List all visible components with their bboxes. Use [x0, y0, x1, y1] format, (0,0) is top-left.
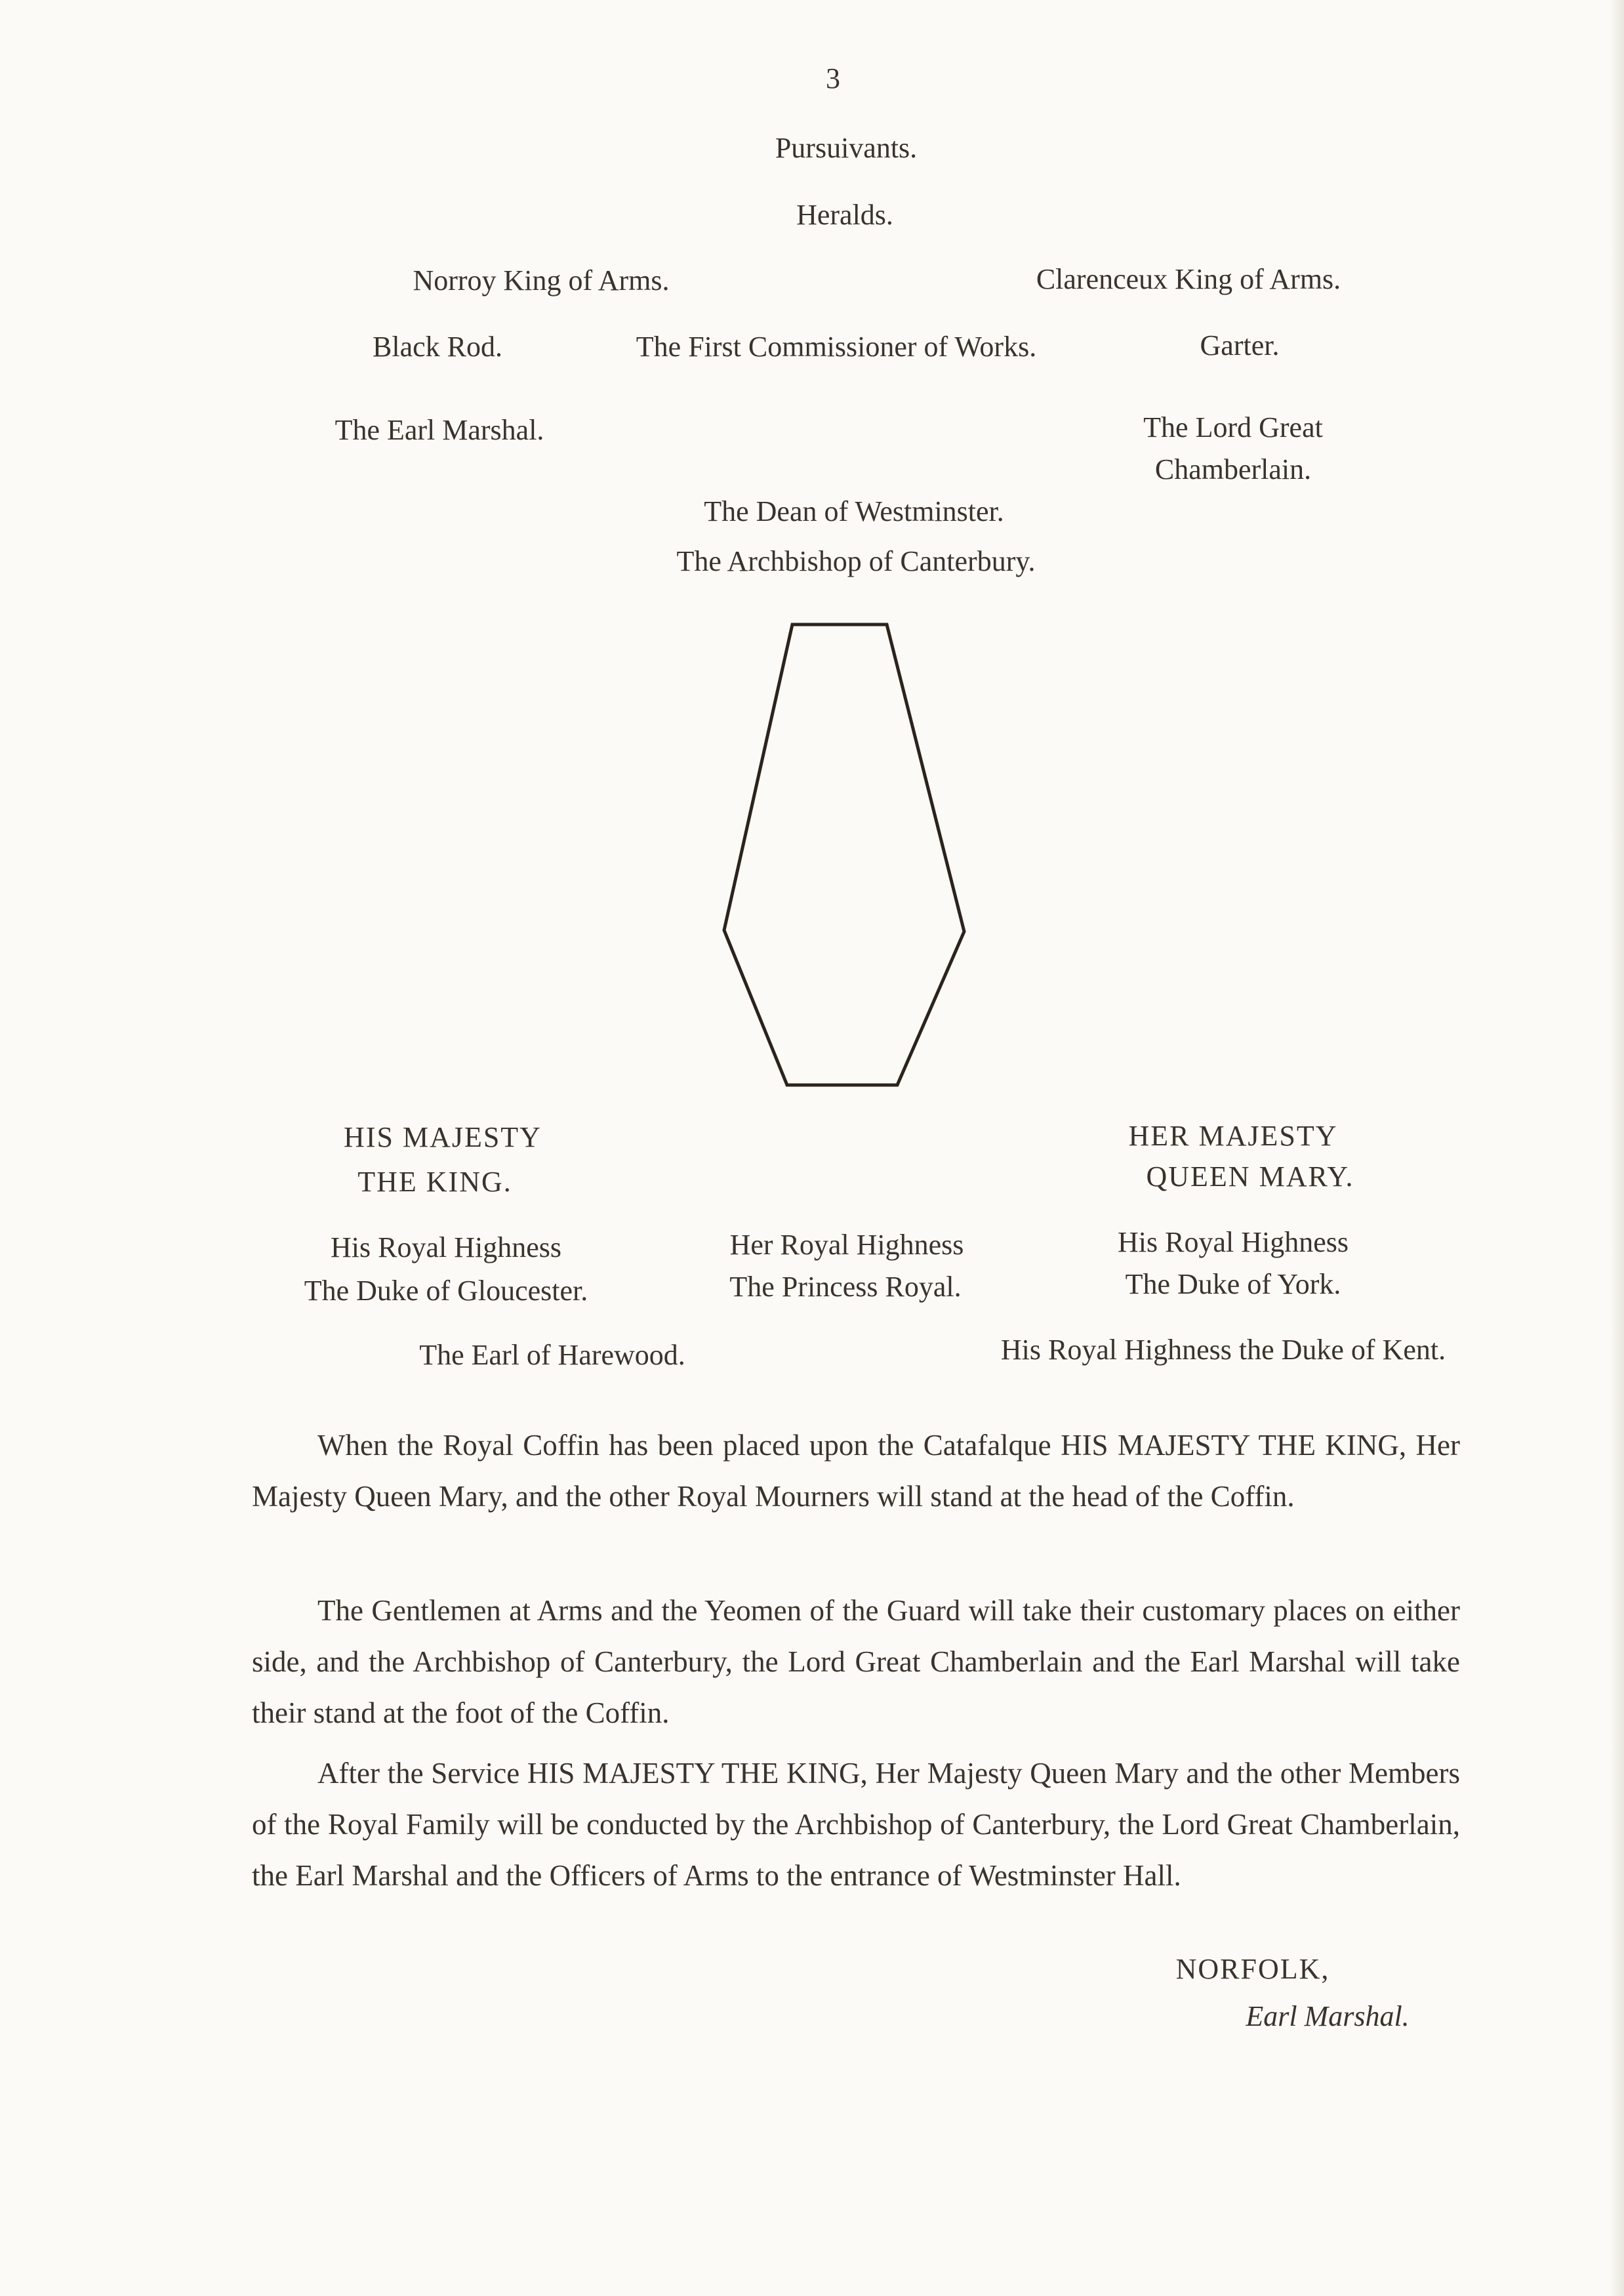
- york-line2: The Duke of York.: [1125, 1268, 1341, 1300]
- clarenceux-label: Clarenceux King of Arms.: [1036, 263, 1341, 295]
- princess-line1: Her Royal Highness: [729, 1229, 964, 1261]
- queen-line2: QUEEN MARY.: [1146, 1160, 1354, 1193]
- york-line1: His Royal Highness: [1118, 1226, 1349, 1258]
- queen-line1: HER MAJESTY: [1128, 1120, 1338, 1152]
- lord-great-chamberlain-label: The Lord Great Chamberlain.: [1143, 411, 1323, 485]
- gloucester-line1: His Royal Highness: [331, 1231, 561, 1263]
- page-edge-shadow: [1610, 0, 1624, 2296]
- heralds-label: Heralds.: [796, 199, 893, 231]
- princess-line2: The Princess Royal.: [729, 1271, 962, 1303]
- dean-label: The Dean of Westminster.: [704, 495, 1004, 527]
- norroy-label: Norroy King of Arms.: [413, 264, 670, 297]
- page-number: 3: [826, 62, 840, 94]
- earl-marshal-label: The Earl Marshal.: [335, 414, 544, 446]
- garter-label: Garter.: [1200, 329, 1280, 361]
- kent-label: His Royal Highness the Duke of Kent.: [1000, 1334, 1446, 1366]
- king-line2: THE KING.: [357, 1166, 512, 1198]
- archbishop-label: The Archbishop of Canterbury.: [676, 545, 1036, 577]
- paragraph-1: When the Royal Coffin has been placed upon the Catafalque HIS MAJESTY THE KING, Her Majesty Queen Mary, and the other Royal Mourners will stand at the head of the Coffin.: [252, 1429, 1460, 1513]
- paragraph-3: After the Service HIS MAJESTY THE KING, Her Majesty Queen Mary and the other Members of the Royal Family will be conducted by the Archbishop of Canterbury, the Lord Great Chamberlain, the Earl Marshal and the Officers of Arms to the entrance of Westminster Hall.: [252, 1757, 1460, 1892]
- coffin-diagram: [715, 617, 977, 1096]
- signature-name: NORFOLK,: [1175, 1953, 1330, 1985]
- paragraph-2: The Gentlemen at Arms and the Yeomen of the Guard will take their customary places on either side, and the Archbishop of Canterbury, the Lord Great Chamberlain and the Earl Marshal will take their stand at the foot of the Coffin.: [252, 1594, 1460, 1729]
- signature-title: Earl Marshal.: [1246, 2000, 1410, 2032]
- harewood-label: The Earl of Harewood.: [419, 1339, 685, 1371]
- king-line1: HIS MAJESTY: [344, 1121, 542, 1153]
- pursuivants-label: Pursuivants.: [775, 132, 918, 164]
- first-commissioner-label: The First Commissioner of Works.: [636, 331, 1037, 363]
- gloucester-line2: The Duke of Gloucester.: [304, 1275, 588, 1307]
- black-rod-label: Black Rod.: [373, 331, 502, 363]
